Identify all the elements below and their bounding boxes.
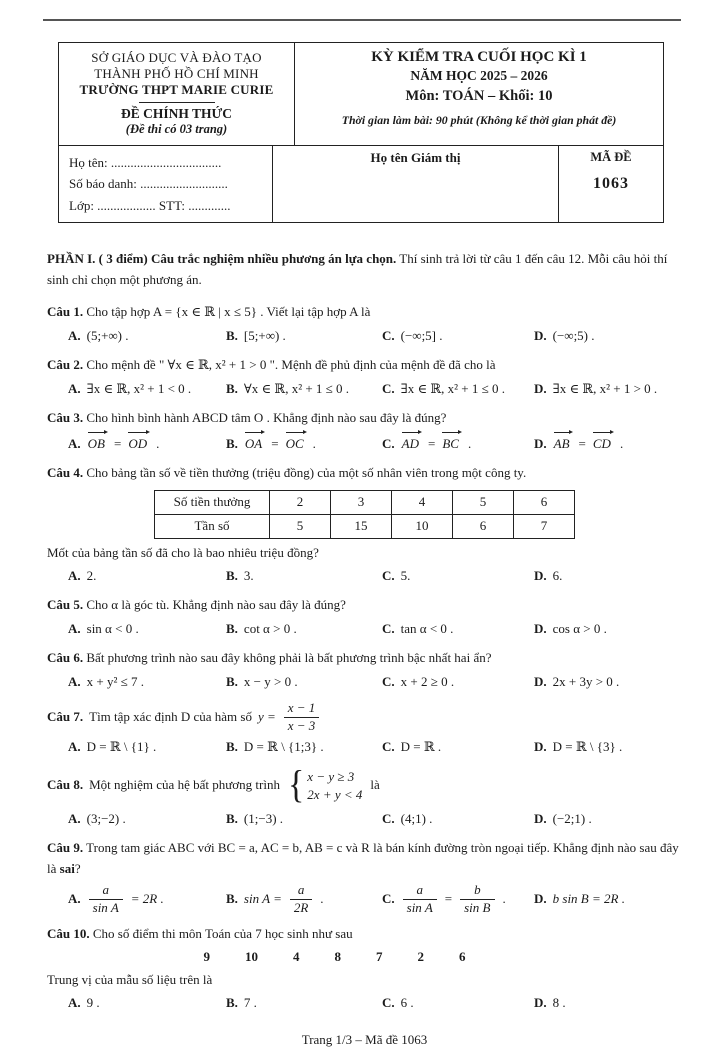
- vector: OD: [127, 431, 150, 455]
- table-row: Tần số 5 15 10 6 7: [155, 514, 575, 538]
- student-fields-cell: [59, 146, 273, 222]
- option-b: B. OA = OC .: [226, 431, 382, 455]
- question-1: [47, 302, 682, 347]
- question-4-text: Câu 4. Cho bảng tần số về tiền thưởng (triệu đồng) của một số nhân viên trong một công ty.: [47, 465, 527, 481]
- option-c: C. (4;1) .: [382, 811, 433, 827]
- department-name: SỞ GIÁO DỤC VÀ ĐÀO TẠO: [91, 50, 262, 65]
- question-1-text: Câu 1. Cho tập hợp A = {x ∈ ℝ | x ≤ 5} . Viết lại tập hợp A là: [47, 304, 371, 320]
- exam-title: KỲ KIỂM TRA CUỐI HỌC KÌ 1: [371, 49, 587, 65]
- fraction: $\frac{a}{\text{sin A}}$: [89, 882, 123, 916]
- school-info-cell: [59, 43, 295, 145]
- duration-note: Thời gian làm bài: 90 phút (Không kể thời gian phát đề): [341, 113, 617, 127]
- question-10-options: [47, 993, 682, 1014]
- option-d: D. ∃x ∈ ℝ, x² + 1 > 0 .: [534, 380, 658, 396]
- option-d: D. b sin B = 2R .: [534, 890, 625, 906]
- option-c: C. 6 .: [382, 995, 414, 1011]
- question-4-options: [47, 566, 682, 587]
- exam-code-value: 1063: [593, 175, 629, 192]
- part1-heading-bold: PHẦN I. ( 3 điểm) Câu trắc nghiệm nhiều phương án lựa chọn.: [47, 251, 397, 267]
- page-count-note: (Đề thi có 03 trang): [125, 122, 228, 136]
- question-6-text: Câu 6. Bất phương trình nào sau đây không phải là bất phương trình bậc nhất hai ẩn?: [47, 649, 492, 665]
- option-c: C. 5.: [382, 568, 411, 584]
- option-a: A. $\frac{a}{\text{sin A}}$ = 2R .: [68, 882, 164, 915]
- option-b: B. 7 .: [226, 995, 257, 1011]
- question-9-text: Câu 9. Trong tam giác ABC với BC = a, AC = b, AB = c và R là bán kính đường tròn ngoại tiếp. Khẳng định nào sau đây là sai?: [47, 839, 679, 876]
- header-row-2: [59, 146, 663, 222]
- option-c: C. AD = BC .: [382, 431, 534, 455]
- question-8: [47, 763, 682, 830]
- option-b: B. (1;−3) .: [226, 811, 284, 827]
- table-row: Số tiền thưởng 2 3 4 5 6: [155, 490, 575, 514]
- option-d: D. AB = CD .: [534, 431, 682, 455]
- question-7-options: [47, 737, 682, 758]
- question-8-text: Câu 8. Một nghiệm của hệ bất phương trình { x − y ≥ 3 2x + y < 4 là: [47, 763, 380, 807]
- option-d: D. 2x + 3y > 0 .: [534, 673, 620, 689]
- question-4: [47, 463, 682, 587]
- option-b: B. 3.: [226, 568, 254, 584]
- school-name: TRƯỜNG THPT MARIE CURIE: [79, 82, 274, 97]
- school-year: NĂM HỌC 2025 – 2026: [410, 68, 548, 83]
- exam-body: [0, 248, 724, 1048]
- option-c: C. ∃x ∈ ℝ, x² + 1 ≤ 0 .: [382, 380, 505, 396]
- option-c: C. x + 2 ≥ 0 .: [382, 673, 455, 689]
- question-3-options: [47, 431, 682, 455]
- question-7-text: Câu 7. Tìm tập xác định D của hàm số y = $\frac{x - 1}{x - 3}$: [47, 700, 682, 734]
- question-10-text2: Trung vị của mẫu số liệu trên là: [47, 971, 213, 987]
- question-1-options: [47, 326, 682, 347]
- option-b: B. ∀x ∈ ℝ, x² + 1 ≤ 0 .: [226, 380, 350, 396]
- question-6-options: [47, 672, 682, 693]
- exam-info-cell: [295, 43, 663, 145]
- exam-code-cell: [559, 146, 663, 222]
- student-class-field: Lớp: .................. STT: .............: [69, 197, 231, 213]
- fraction: $\frac{a}{2R}$: [290, 882, 312, 916]
- option-d: D. (−2;1) .: [534, 811, 592, 827]
- option-a: A. ∃x ∈ ℝ, x² + 1 < 0 .: [68, 380, 192, 396]
- vector: AB: [553, 431, 573, 455]
- question-9: [47, 838, 682, 916]
- option-c: C. tan α < 0 .: [382, 620, 454, 636]
- frequency-table: [154, 490, 575, 539]
- option-a: A. x + y² ≤ 7 .: [68, 673, 145, 689]
- fraction: $\frac{x - 1}{x - 3}$: [284, 700, 320, 734]
- part1-heading-rest: Thí sinh trả lời từ câu 1 đến câu 12. Mỗi câu hỏi thí sinh chỉ chọn một phương án.: [47, 251, 668, 288]
- score-list: 9 10 4 8 7 2 6: [203, 948, 466, 964]
- vector: OC: [285, 431, 307, 455]
- question-3: [47, 408, 682, 456]
- question-5-text: Câu 5. Cho α là góc tù. Khẳng định nào sau đây là đúng?: [47, 597, 346, 613]
- option-d: D. 8 .: [534, 995, 566, 1011]
- question-9-options: [47, 882, 682, 916]
- question-10-text: Câu 10. Cho số điểm thi môn Toán của 7 học sinh như sau: [47, 925, 353, 941]
- proctor-cell: Họ tên Giám thị: [273, 146, 559, 222]
- question-5: [47, 595, 682, 640]
- page-top-rule: [43, 19, 681, 21]
- sai-emphasis: sai: [59, 860, 75, 876]
- option-b: B. D = ℝ \ {1;3} .: [226, 738, 324, 754]
- official-exam-label: ĐỀ CHÍNH THỨC: [120, 106, 232, 121]
- exam-code-label: MÃ ĐỀ: [590, 150, 632, 164]
- option-a: A. 2.: [68, 568, 97, 584]
- question-5-options: [47, 619, 682, 640]
- option-a: A. (3;−2) .: [68, 811, 126, 827]
- option-a: A. D = ℝ \ {1} .: [68, 738, 157, 754]
- student-id-field: Số báo danh: ...........................: [69, 176, 228, 192]
- vector: AD: [401, 431, 422, 455]
- option-c: C. D = ℝ .: [382, 738, 442, 754]
- option-b: B. cot α > 0 .: [226, 620, 297, 636]
- fraction: $\frac{b}{\text{sin B}}$: [460, 882, 494, 916]
- part1-heading: [47, 248, 682, 290]
- option-a: A. OB = OD .: [68, 431, 226, 455]
- exam-page: [0, 19, 724, 1048]
- option-d: D. cos α > 0 .: [534, 620, 607, 636]
- student-name-field: Họ tên: ..................................: [69, 155, 222, 170]
- option-b: B. [5;+∞) .: [226, 328, 286, 344]
- question-8-options: [47, 809, 682, 830]
- question-10: [47, 924, 682, 1014]
- question-2: [47, 355, 682, 400]
- option-b: B. sin A = $\frac{a}{2R}$ .: [226, 882, 324, 915]
- question-3-text: Câu 3. Cho hình bình hành ABCD tâm O . Khẳng định nào sau đây là đúng?: [47, 409, 447, 425]
- question-4-text2: Mốt của bảng tần số đã cho là bao nhiêu triệu đồng?: [47, 544, 319, 560]
- brace: {: [287, 763, 305, 807]
- question-2-text: Câu 2. Cho mệnh đề " ∀x ∈ ℝ, x² + 1 > 0 ". Mệnh đề phủ định của mệnh đề đã cho là: [47, 357, 496, 372]
- option-c: C. (−∞;5] .: [382, 328, 443, 344]
- option-d: D. D = ℝ \ {3} .: [534, 738, 623, 754]
- option-a: A. 9 .: [68, 995, 100, 1011]
- question-6: [47, 648, 682, 693]
- city-name: THÀNH PHỐ HỒ CHÍ MINH: [94, 66, 259, 81]
- question-7: [47, 700, 682, 757]
- fraction: $\frac{a}{\text{sin A}}$: [403, 882, 437, 916]
- option-d: D. (−∞;5) .: [534, 328, 595, 344]
- separator-rule: [139, 102, 215, 103]
- system-of-inequalities: { x − y ≥ 3 2x + y < 4: [287, 763, 363, 807]
- vector: BC: [441, 431, 462, 455]
- option-d: D. 6.: [534, 568, 563, 584]
- page-footer: Trang 1/3 – Mã đề 1063: [301, 1032, 428, 1048]
- header-row-1: [59, 43, 663, 146]
- vector: OA: [244, 431, 265, 455]
- option-a: A. (5;+∞) .: [68, 328, 129, 344]
- option-a: A. sin α < 0 .: [68, 620, 139, 636]
- subject-grade: Môn: TOÁN – Khối: 10: [405, 88, 553, 104]
- vector: OB: [87, 431, 108, 455]
- vector: CD: [592, 431, 614, 455]
- header-box: [58, 42, 664, 223]
- question-2-options: [47, 379, 682, 400]
- option-b: B. x − y > 0 .: [226, 673, 298, 689]
- option-c: C. $\frac{a}{\text{sin A}}$ = $\frac{b}{\text{sin B}}$ .: [382, 882, 506, 915]
